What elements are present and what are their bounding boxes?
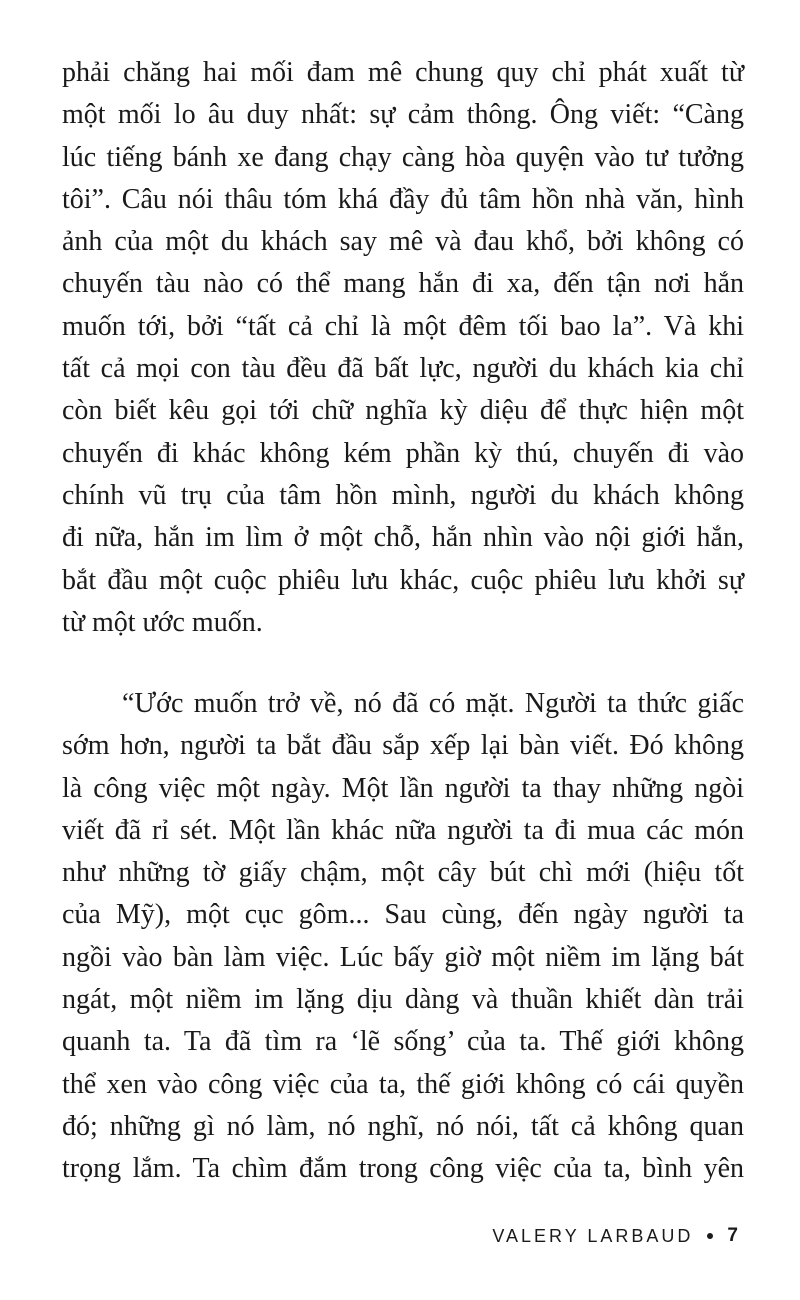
- text-line: đi nữa, hắn im lìm ở một chỗ, hắn nhìn vào nội giới hắn,: [62, 522, 744, 554]
- text-line: phải chăng hai mối đam mê chung quy chỉ phát xuất từ: [62, 57, 744, 88]
- text-line: viết đã rỉ sét. Một lần khác nữa người ta đi mua các món: [62, 814, 744, 846]
- text-line: ngồi vào bàn làm việc. Lúc bấy giờ một niềm im lặng bát: [62, 941, 744, 973]
- text-line: sớm hơn, người ta bắt đầu sắp xếp lại bàn viết. Đó không: [62, 730, 744, 762]
- text-line: bắt đầu một cuộc phiêu lưu khác, cuộc phiêu lưu khởi sự: [62, 564, 744, 596]
- text-line: tất cả mọi con tàu đều đã bất lực, người du khách kia chỉ: [62, 353, 744, 385]
- text-line: còn biết kêu gọi tới chữ nghĩa kỳ diệu để thực hiện một: [62, 395, 744, 427]
- text-line: thể xen vào công việc của ta, thế giới không có cái quyền: [62, 1068, 744, 1100]
- text-line: từ một ước muốn.: [62, 606, 263, 638]
- text-line: như những tờ giấy chậm, một cây bút chì mới (hiệu tốt: [62, 857, 744, 889]
- paragraph-2: [62, 683, 744, 1191]
- text-line: ngát, một niềm im lặng dịu dàng và thuần khiết dàn trải: [62, 984, 744, 1016]
- text-line: “Ước muốn trở về, nó đã có mặt. Người ta thức giấc: [122, 688, 744, 719]
- text-line: quanh ta. Ta đã tìm ra ‘lẽ sống’ của ta. Thế giới không: [62, 1026, 744, 1058]
- text-line: chuyến tàu nào có thể mang hắn đi xa, đến tận nơi hắn: [62, 268, 744, 300]
- text-line: tôi”. Câu nói thâu tóm khá đầy đủ tâm hồn nhà văn, hình: [62, 183, 744, 215]
- text-line: lúc tiếng bánh xe đang chạy càng hòa quyện vào tư tưởng: [62, 141, 744, 173]
- text-line: một mối lo âu duy nhất: sự cảm thông. Ông viết: “Càng: [62, 99, 744, 131]
- page-footer: [492, 1222, 738, 1250]
- text-line: của Mỹ), một cục gôm... Sau cùng, đến ngày người ta: [62, 899, 744, 931]
- text-line: ảnh của một du khách say mê và đau khổ, bởi không có: [62, 226, 744, 258]
- text-line: chuyến đi khác không kém phần kỳ thú, chuyến đi vào: [62, 437, 744, 469]
- text-line: chính vũ trụ của tâm hồn mình, người du khách không: [62, 479, 744, 511]
- page-number: 7: [727, 1225, 738, 1246]
- text-line: đó; những gì nó làm, nó nghĩ, nó nói, tất cả không quan: [62, 1110, 744, 1142]
- paragraph-1: [62, 52, 744, 644]
- text-line: trọng lắm. Ta chìm đắm trong công việc của ta, bình yên: [62, 1153, 744, 1185]
- running-author: VALERY LARBAUD: [492, 1226, 694, 1246]
- text-line: là công việc một ngày. Một lần người ta thay những ngòi: [62, 772, 744, 804]
- text-line: muốn tới, bởi “tất cả chỉ là một đêm tối bao la”. Và khi: [62, 310, 744, 342]
- bullet-separator-icon: [707, 1233, 713, 1239]
